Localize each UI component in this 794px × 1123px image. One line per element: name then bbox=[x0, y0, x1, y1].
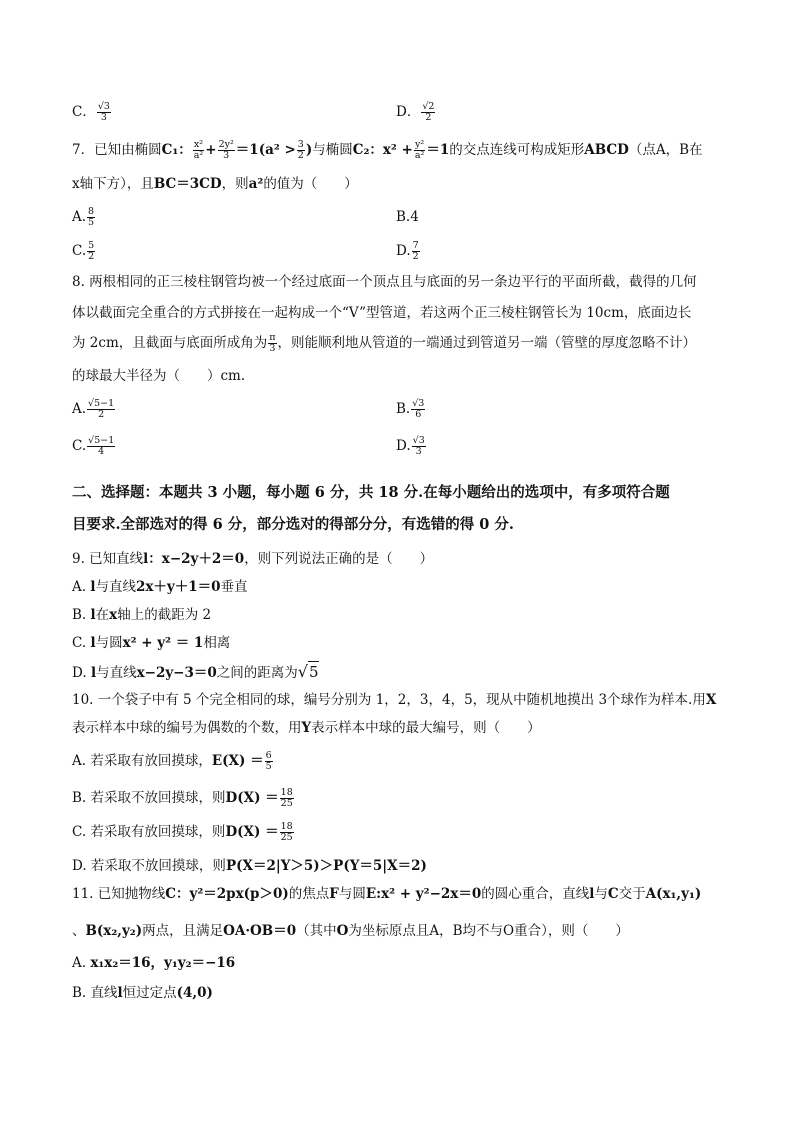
section-2-heading-line2: 目要求.全部选对的得 6 分，部分选对的得部分分，有选错的得 0 分. bbox=[72, 516, 514, 533]
q7-stem-line1: 7．已知由椭圆C₁： $\frac{\text{x²}}{\text{a²}}$ + $\frac{\text{2y²}}{3}$ ＝1(a² > $\frac{3}{2}$ )与椭圆C₂：x² + $\frac{\text{y²}}{\text{a²}}$ ＝1的交点连线可构成矩形ABCD（点A，B在 bbox=[72, 139, 703, 161]
q7-option-c: C. $\frac{5}{2}$ bbox=[72, 240, 95, 262]
q9-option-a: A. l与直线2x＋y＋1＝0垂直 bbox=[72, 579, 248, 595]
fraction: $\frac{√3}{3}$ bbox=[97, 101, 110, 123]
section-2-heading-line1: 二、选择题：本题共 3 小题，每小题 6 分，共 18 分.在每小题给出的选项中，有多项符合题 bbox=[72, 484, 670, 501]
q11-stem-line1: 11. 已知抛物线C：y²＝2px(p＞0)的焦点F与圆E:x² + y²−2x＝0的圆心重合，直线l与C交于A(x₁,y₁) bbox=[72, 886, 702, 902]
q8-stem-line1: 8. 两根相同的正三棱柱钢管均被一个经过底面一个顶点且与底面的另一条边平行的平面所截，截得的几何 bbox=[72, 274, 697, 290]
prev-option-c: C． $\frac{√3}{3}$ bbox=[72, 101, 110, 123]
q7-option-b: B.4 bbox=[396, 209, 419, 225]
q8-option-a: A. $\frac{√5-1}{2}$ bbox=[72, 398, 115, 420]
q10-option-c: C. 若采取有放回摸球，则D(X) ＝ $\frac{18}{25}$ bbox=[72, 821, 293, 843]
q8-option-b: B. $\frac{√3}{6}$ bbox=[396, 398, 425, 420]
q9-option-c: C. l与圆x² + y² ＝ 1相离 bbox=[72, 635, 231, 651]
q8-option-d: D. $\frac{√3}{3}$ bbox=[396, 435, 425, 457]
q10-option-a: A. 若采取有放回摸球，E(X) ＝ $\frac{6}{5}$ bbox=[72, 750, 272, 772]
q7-option-d: D. $\frac{7}{2}$ bbox=[396, 240, 419, 262]
q10-option-d: D. 若采取不放回摸球，则P(X＝2|Y＞5)＞P(Y＝5|X＝2) bbox=[72, 858, 427, 874]
q8-stem-line3: 为 2cm，且截面与底面所成角为 $\frac{\pi}{3}$ ，则能顺利地从管道的一端通过到管道另一端（管壁的厚度忽略不计） bbox=[72, 332, 696, 354]
q7-stem-line2: x轴下方），且BC＝3CD，则a²的值为（ ） bbox=[72, 176, 358, 192]
q11-stem-line2: 、B(x₂,y₂)两点，且满足OA·OB＝0（其中O为坐标原点且A，B均不与O重合），则（ ） bbox=[72, 923, 629, 939]
q7-option-a: A. $\frac{8}{5}$ bbox=[72, 206, 95, 228]
fraction: $\frac{√2}{2}$ bbox=[422, 101, 435, 123]
q9-option-b: B. l在x轴上的截距为 2 bbox=[72, 607, 212, 623]
q11-option-b: B. 直线l恒过定点(4,0) bbox=[72, 985, 213, 1001]
q8-option-c: C. $\frac{√5-1}{4}$ bbox=[72, 435, 115, 457]
q10-stem-line2: 表示样本中球的编号为偶数的个数，用Y表示样本中球的最大编号，则（ ） bbox=[72, 720, 541, 736]
q10-option-b: B. 若采取不放回摸球，则D(X) ＝ $\frac{18}{25}$ bbox=[72, 787, 293, 809]
q9-option-d: D. l与直线x−2y−3＝0之间的距离为√5 bbox=[72, 662, 319, 681]
q10-stem-line1: 10. 一个袋子中有 5 个完全相同的球，编号分别为 1，2，3，4，5，现从中随机地摸出 3个球作为样本.用X bbox=[72, 692, 717, 708]
prev-option-d: D． $\frac{√2}{2}$ bbox=[396, 101, 435, 123]
q11-option-a: A. x₁x₂＝16，y₁y₂＝−16 bbox=[72, 955, 236, 971]
q8-stem-line2: 体以截面完全重合的方式拼接在一起构成一个“V”型管道，若这两个正三棱柱钢管长为 10cm，底面边长 bbox=[72, 305, 692, 321]
q9-stem: 9. 已知直线l：x−2y＋2＝0，则下列说法正确的是（ ） bbox=[72, 551, 434, 567]
q8-stem-line4: 的球最大半径为（ ）cm. bbox=[72, 368, 246, 384]
